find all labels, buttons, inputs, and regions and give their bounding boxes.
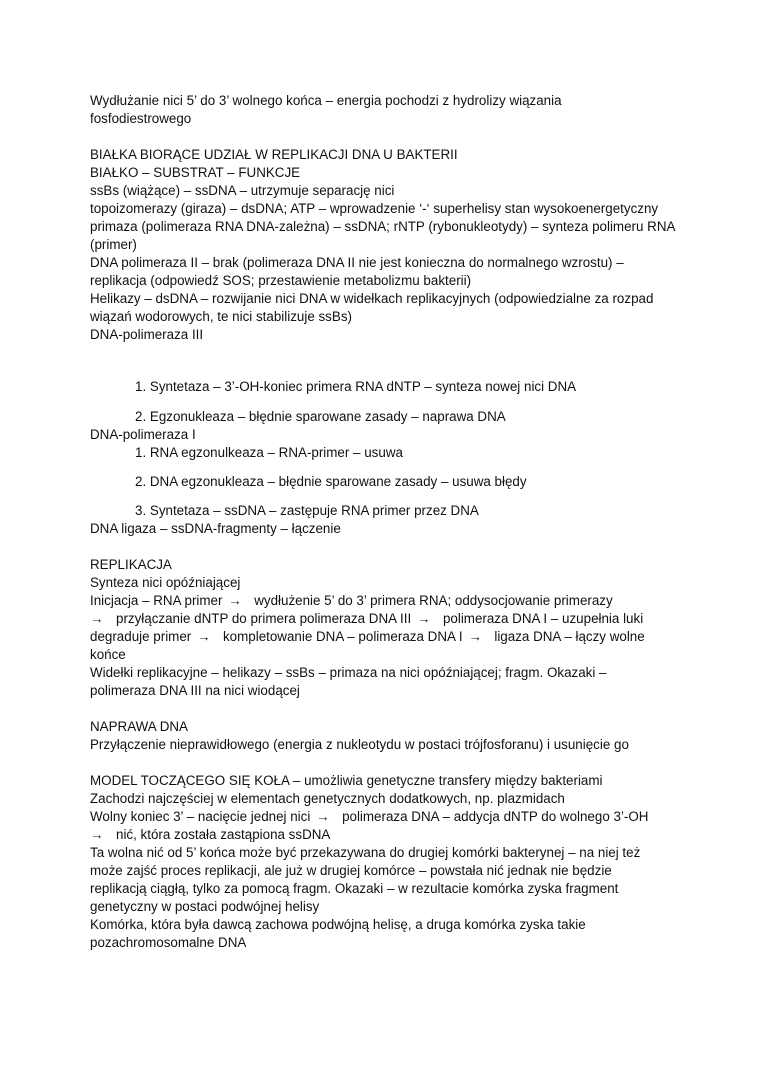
list-item: 3. Syntetaza – ssDNA – zastępuje RNA primer przez DNA bbox=[135, 503, 479, 518]
text-line: pozachromosomalne DNA bbox=[90, 935, 247, 950]
text-line: DNA ligaza – ssDNA-fragmenty – łączenie bbox=[90, 521, 341, 536]
text-line: topoizomerazy (giraza) – dsDNA; ATP – wprowadzenie ‘-‘ superhelisy stan wysokoenergetyczny bbox=[90, 201, 659, 216]
text-line: replikacją ciągłą, tylko za pomocą fragm. Okazaki – w rezultacie komórka zyska fragment bbox=[90, 881, 619, 896]
text-segment: polimeraza DNA – addycja dNTP do wolnego 3’-OH bbox=[342, 809, 649, 824]
text-line: polimeraza DNA III na nici wiodącej bbox=[90, 683, 300, 698]
list-item: 2. DNA egzonukleaza – błędnie sparowane zasady – usuwa błędy bbox=[135, 474, 527, 489]
text-segment: nić, która została zastąpiona ssDNA bbox=[116, 827, 331, 842]
list-item: 2. Egzonukleaza – błędnie sparowane zasady – naprawa DNA bbox=[135, 409, 506, 424]
text-line: replikacja (odpowiedź SOS; przestawienie metabolizmu bakterii) bbox=[90, 273, 472, 288]
section-heading: NAPRAWA DNA bbox=[90, 719, 188, 734]
text-line: może zajść proces replikacji, ale już w drugiej komórce – powstała nić jednak nie będzie bbox=[90, 863, 612, 878]
section-heading: REPLIKACJA bbox=[90, 557, 172, 572]
text-line: Komórka, która była dawcą zachowa podwójną helisę, a druga komórka zyska takie bbox=[90, 917, 586, 932]
text-line: wiązań wodorowych, te nici stabilizuje ssBs) bbox=[90, 309, 352, 324]
arrow-right-icon: → bbox=[228, 593, 242, 608]
text-line bbox=[90, 610, 643, 628]
text-segment: polimeraza DNA I – uzupełnia luki bbox=[442, 611, 644, 626]
text-line: fosfodiestrowego bbox=[90, 111, 192, 126]
arrow-right-icon: → bbox=[197, 629, 211, 644]
text-segment: kompletowanie DNA – polimeraza DNA I bbox=[222, 629, 463, 644]
text-line: Helikazy – dsDNA – rozwijanie nici DNA w widełkach replikacyjnych (odpowiedzialne za rozpad bbox=[90, 291, 654, 306]
arrow-right-icon: → bbox=[468, 629, 483, 644]
text-line bbox=[90, 592, 613, 610]
arrow-right-icon: → bbox=[417, 611, 431, 626]
text-line: DNA polimeraza II – brak (polimeraza DNA II nie jest konieczna do normalnego wzrostu) – bbox=[90, 255, 624, 270]
text-line: Synteza nici opóźniającej bbox=[90, 575, 241, 590]
text-line: genetyczny w postaci podwójnej helisy bbox=[90, 899, 320, 914]
text-line: Wydłużanie nici 5’ do 3’ wolnego końca – energia pochodzi z hydrolizy wiązania bbox=[90, 93, 562, 108]
text-segment: Wolny koniec 3’ – nacięcie jednej nici bbox=[90, 809, 311, 824]
text-line: DNA-polimeraza I bbox=[90, 427, 196, 442]
text-line bbox=[90, 628, 645, 646]
text-line: końce bbox=[90, 647, 126, 662]
text-segment: ligaza DNA – łączy wolne bbox=[494, 629, 645, 644]
text-segment: przyłączanie dNTP do primera polimeraza DNA III bbox=[116, 611, 412, 626]
text-line: (primer) bbox=[90, 237, 137, 252]
text-line: ssBs (wiążące) – ssDNA – utrzymuje separację nici bbox=[90, 183, 395, 198]
text-line: Przyłączenie nieprawidłowego (energia z nukleotydu w postaci trójfosforanu) i usunięcie go bbox=[90, 737, 629, 752]
list-item: 1. RNA egzonulkeaza – RNA-primer – usuwa bbox=[135, 445, 403, 460]
text-segment: wydłużenie 5’ do 3’ primera RNA; oddysocjowanie primerazy bbox=[254, 593, 613, 608]
section-heading: MODEL TOCZĄCEGO SIĘ KOŁA – umożliwia genetyczne transfery między bakteriami bbox=[90, 773, 603, 788]
arrow-right-icon: → bbox=[90, 611, 104, 626]
text-line: DNA-polimeraza III bbox=[90, 327, 204, 342]
text-line: Widełki replikacyjne – helikazy – ssBs – primaza na nici opóźniającej; fragm. Okazaki – bbox=[90, 665, 607, 680]
arrow-right-icon: → bbox=[90, 827, 104, 842]
text-line: Ta wolna nić od 5’ końca może być przekazywana do drugiej komórki bakterynej – na niej też bbox=[90, 845, 641, 860]
section-heading: BIAŁKA BIORĄCE UDZIAŁ W REPLIKACJI DNA U BAKTERII bbox=[90, 147, 458, 162]
text-line: BIAŁKO – SUBSTRAT – FUNKCJE bbox=[90, 165, 301, 180]
text-line: primaza (polimeraza RNA DNA-zależna) – ssDNA; rNTP (rybonukleotydy) – synteza polimeru RNA bbox=[90, 219, 676, 234]
arrow-right-icon: → bbox=[316, 809, 330, 824]
text-line: Zachodzi najczęściej w elementach genetycznych dodatkowych, np. plazmidach bbox=[90, 791, 565, 806]
text-line bbox=[90, 826, 330, 844]
text-segment: degraduje primer bbox=[90, 629, 192, 644]
text-segment: Inicjacja – RNA primer bbox=[90, 593, 223, 608]
text-line bbox=[90, 808, 648, 826]
list-item: 1. Syntetaza – 3’-OH-koniec primera RNA dNTP – synteza nowej nici DNA bbox=[135, 379, 577, 394]
